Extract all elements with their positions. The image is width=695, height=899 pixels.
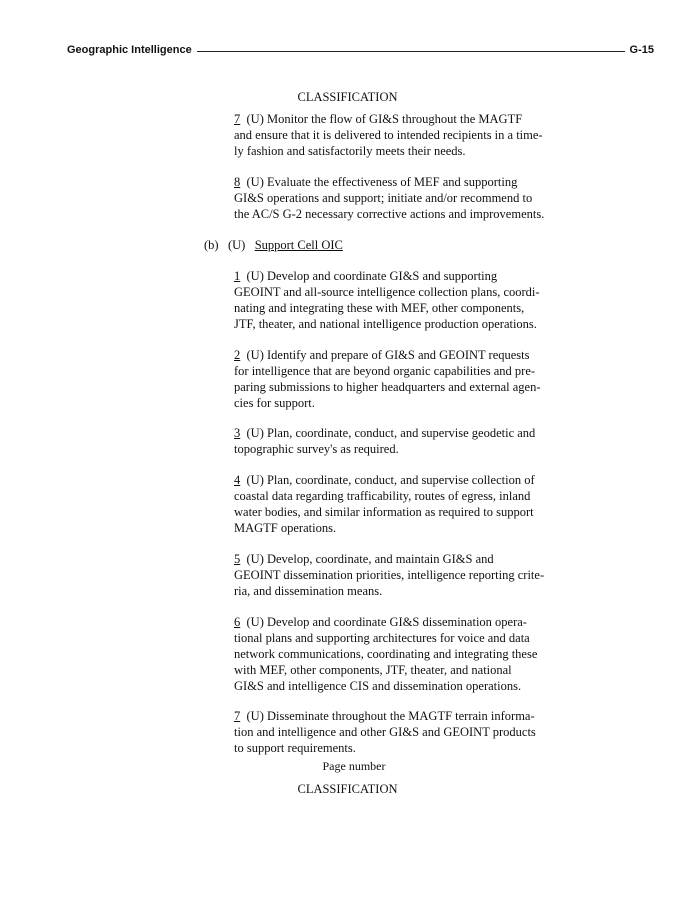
paragraph-number: 1: [234, 269, 241, 283]
paragraph-line: (U) Identify and prepare of GI&S and GEOINT requests: [246, 348, 530, 362]
classification-bottom: CLASSIFICATION: [297, 782, 398, 796]
paragraph-line: GI&S and intelligence CIS and dissemination operations.: [234, 679, 522, 693]
paragraph-line: and ensure that it is delivered to intended recipients in a time-: [234, 128, 543, 142]
paragraph-line: MAGTF operations.: [234, 521, 337, 535]
paragraph-b-3: [234, 425, 574, 457]
paragraph-b-7: [234, 708, 574, 756]
paragraph-b-6: [234, 614, 574, 694]
paragraph-line: GEOINT and all-source intelligence collection plans, coordi-: [234, 285, 540, 299]
subsection-marker: (b): [204, 238, 219, 252]
paragraph-line: cies for support.: [234, 396, 315, 410]
running-header: [67, 42, 654, 58]
paragraph-line: ly fashion and satisfactorily meets their needs.: [234, 144, 466, 158]
subsection-heading: [204, 237, 343, 253]
paragraph-b-4: [234, 472, 574, 536]
paragraph-line: JTF, theater, and national intelligence production operations.: [234, 317, 537, 331]
paragraph-b-1: [234, 268, 574, 332]
paragraph-line: GEOINT dissemination priorities, intelligence reporting crite-: [234, 568, 545, 582]
paragraph-b-2: [234, 347, 574, 411]
paragraph-line: topographic survey's as required.: [234, 442, 399, 456]
paragraph-a-8: [234, 174, 574, 222]
paragraph-number: 5: [234, 552, 241, 566]
paragraph-line: tion and intelligence and other GI&S and GEOINT products: [234, 725, 536, 739]
paragraph-line: with MEF, other components, JTF, theater, and national: [234, 663, 512, 677]
subsection-title: Support Cell OIC: [254, 238, 343, 252]
paragraph-number: 4: [234, 473, 241, 487]
paragraph-line: nating and integrating these with MEF, other components,: [234, 301, 525, 315]
paragraph-line: coastal data regarding trafficability, routes of egress, inland: [234, 489, 531, 503]
paragraph-line: water bodies, and similar information as required to support: [234, 505, 534, 519]
paragraph-line: paring submissions to higher headquarters and external agen-: [234, 380, 541, 394]
paragraph-number: 7: [234, 112, 241, 126]
paragraph-line: the AC/S G-2 necessary corrective actions and improvements.: [234, 207, 545, 221]
paragraph-line: (U) Develop, coordinate, and maintain GI&S and: [246, 552, 494, 566]
header-rule: [197, 51, 625, 52]
paragraph-number: 7: [234, 709, 241, 723]
paragraph-line: (U) Develop and coordinate GI&S dissemination opera-: [246, 615, 527, 629]
paragraph-line: tional plans and supporting architectures for voice and data: [234, 631, 530, 645]
paragraph-b-5: [234, 551, 574, 599]
paragraph-line: (U) Evaluate the effectiveness of MEF and supporting: [246, 175, 518, 189]
paragraph-line: (U) Plan, coordinate, conduct, and supervise geodetic and: [246, 426, 536, 440]
paragraph-line: (U) Plan, coordinate, conduct, and supervise collection of: [246, 473, 535, 487]
page-number-label: Page number: [322, 759, 386, 773]
paragraph-line: (U) Disseminate throughout the MAGTF terrain informa-: [246, 709, 535, 723]
paragraph-a-7: [234, 111, 574, 159]
paragraph-number: 8: [234, 175, 241, 189]
paragraph-line: GI&S operations and support; initiate and/or recommend to: [234, 191, 533, 205]
paragraph-line: (U) Monitor the flow of GI&S throughout the MAGTF: [246, 112, 523, 126]
header-page-number: G-15: [629, 44, 654, 56]
paragraph-number: 6: [234, 615, 241, 629]
paragraph-number: 2: [234, 348, 241, 362]
subsection-level: (U): [227, 238, 246, 252]
paragraph-line: to support requirements.: [234, 741, 356, 755]
paragraph-number: 3: [234, 426, 241, 440]
paragraph-line: (U) Develop and coordinate GI&S and supporting: [246, 269, 498, 283]
classification-top: CLASSIFICATION: [297, 90, 398, 104]
paragraph-line: ria, and dissemination means.: [234, 584, 383, 598]
header-title: Geographic Intelligence: [67, 44, 192, 56]
paragraph-line: for intelligence that are beyond organic capabilities and pre-: [234, 364, 536, 378]
paragraph-line: network communications, coordinating and integrating these: [234, 647, 538, 661]
